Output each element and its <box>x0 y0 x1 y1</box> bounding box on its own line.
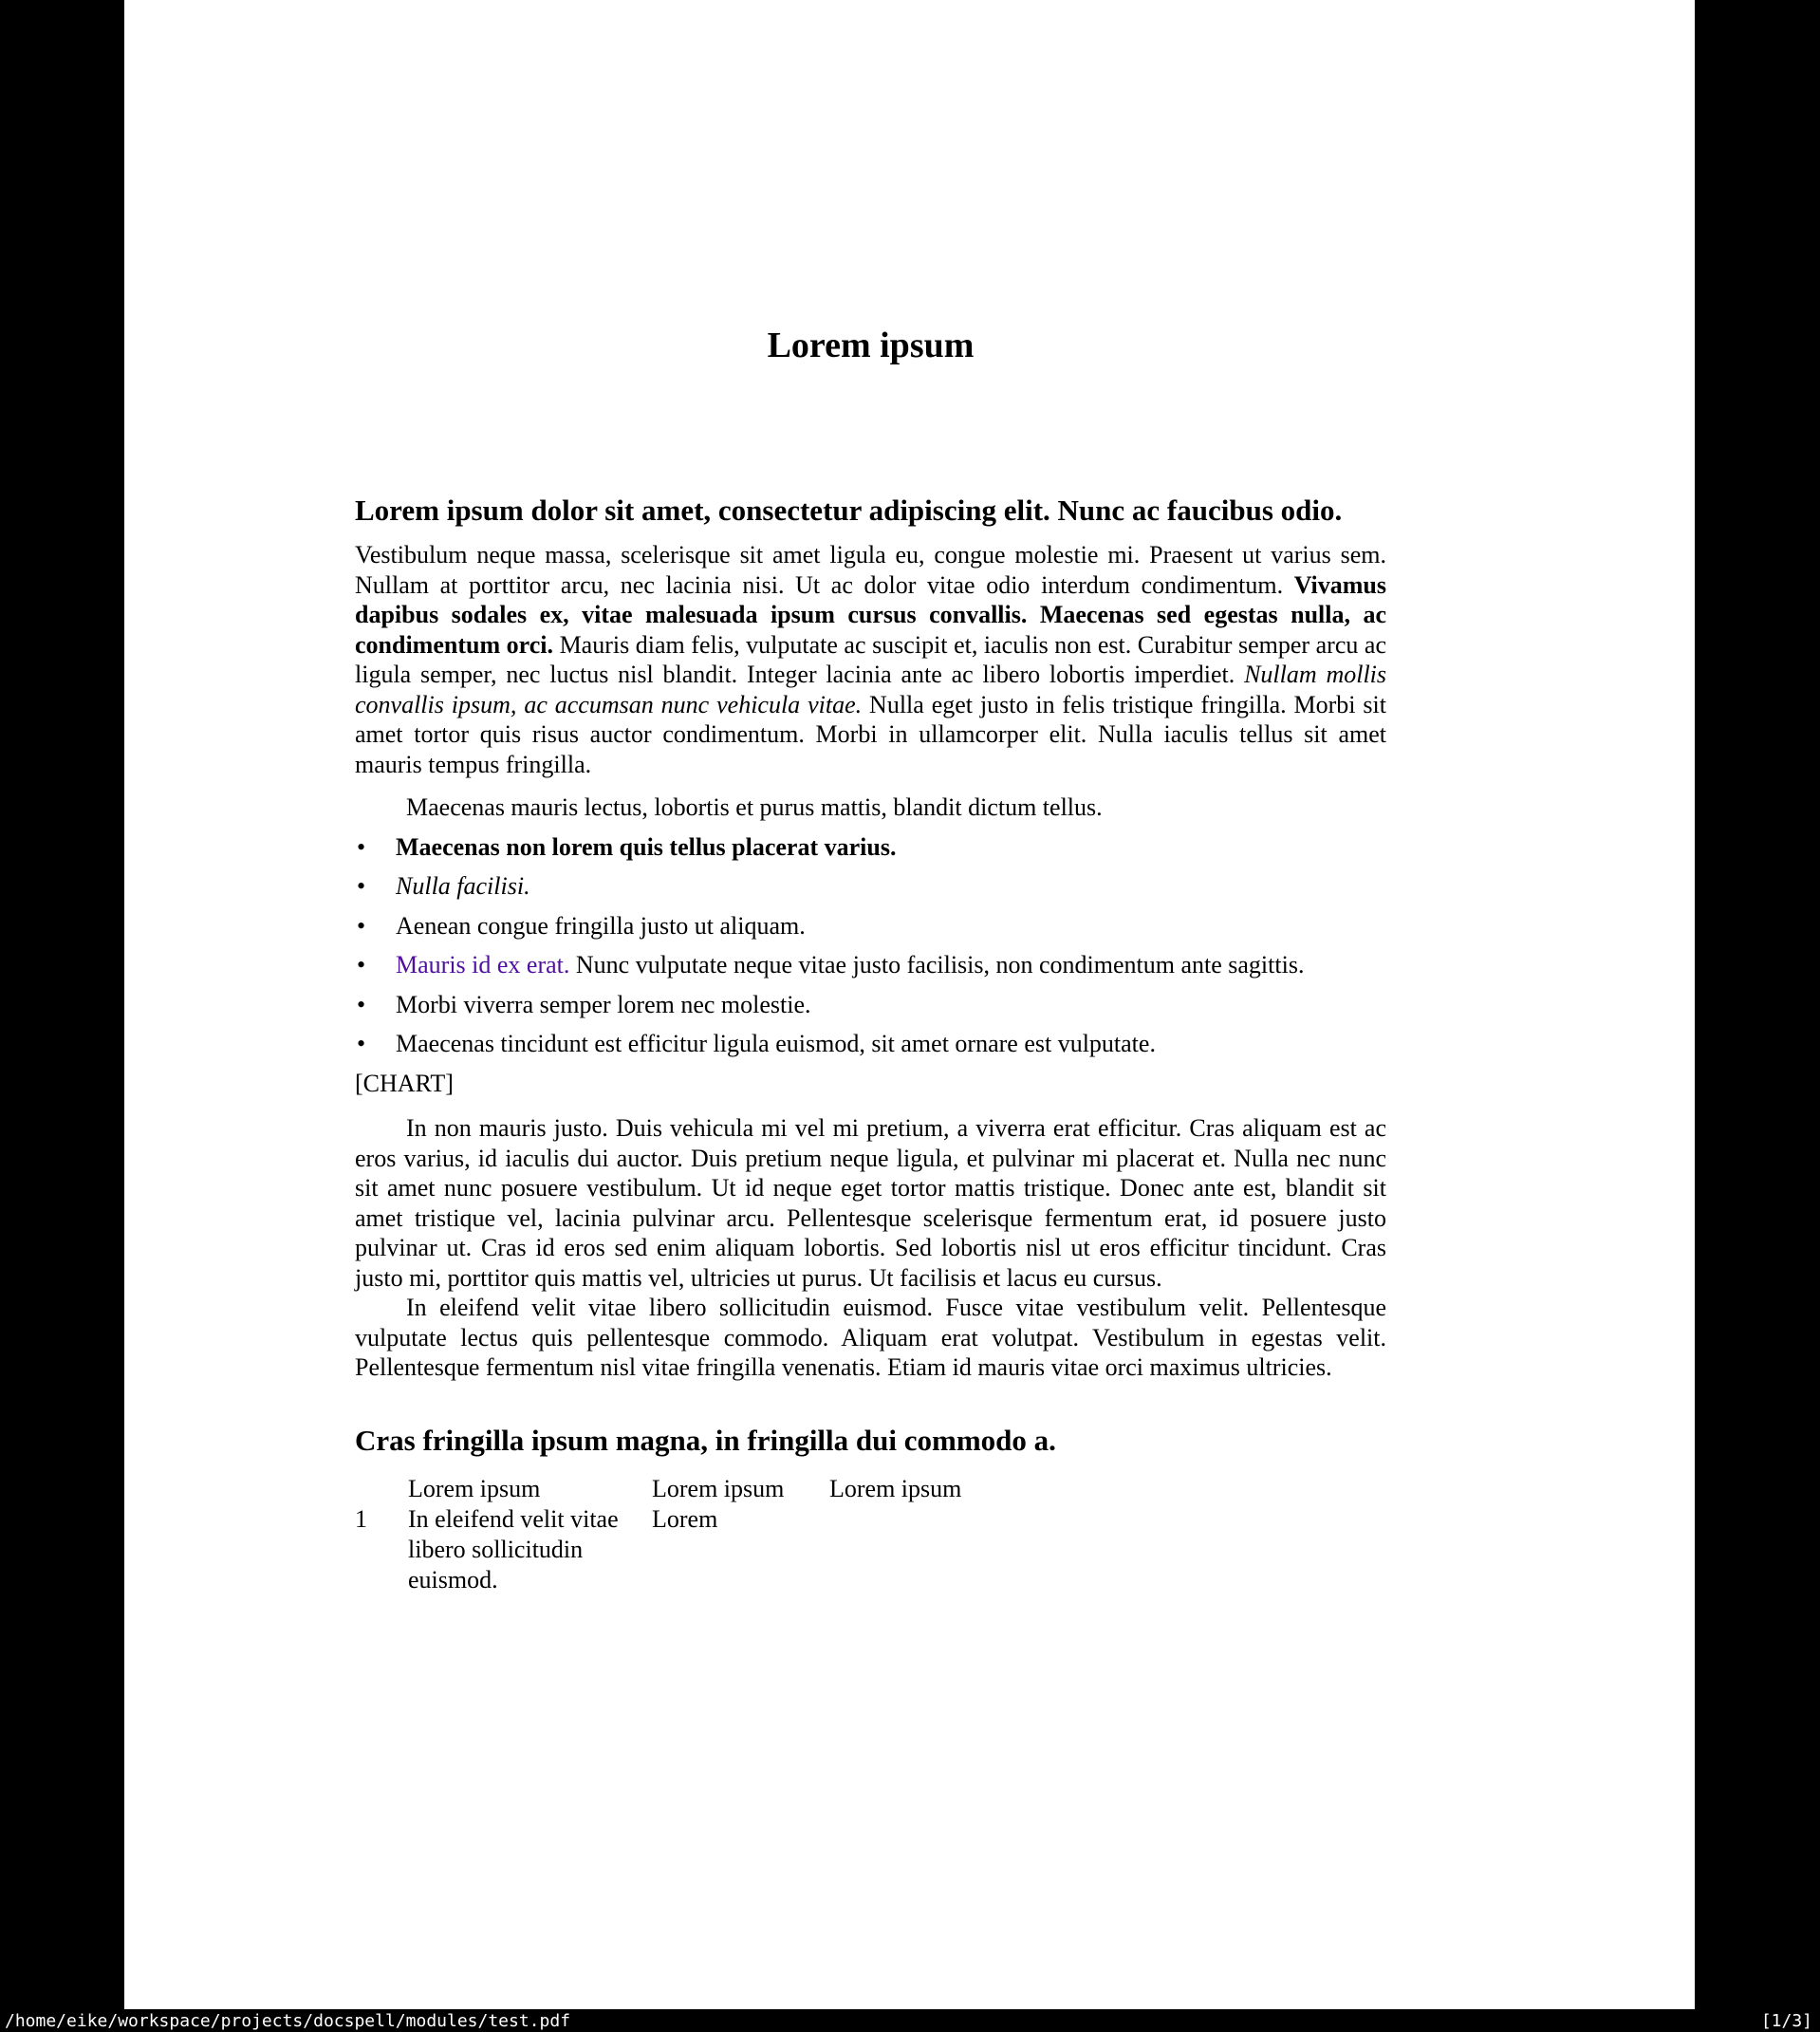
document-link[interactable]: Mauris id ex erat. <box>396 951 570 979</box>
document-title: Lorem ipsum <box>767 326 975 365</box>
bullet-item <box>355 871 1386 902</box>
table-cell-num: 1 <box>355 1504 367 1533</box>
pdf-page <box>124 0 1695 2009</box>
text-span: Nulla eget justo in felis tristique fringilla. Morbi sit amet tortor quis risus auctor condimentum. Morbi in ullamcorper elit. Nulla iaculis tellus sit amet mauris tempus fringilla. <box>355 690 1387 778</box>
table-header-row <box>355 1474 1048 1504</box>
statusbar <box>0 2009 1820 2032</box>
text-span: Vestibulum neque massa, scelerisque sit amet ligula eu, congue molestie mi. Praesent ut varius sem. Nullam at porttitor arcu, nec lacinia nisi. Ut ac dolor vitae odio interdum condimentum. <box>355 541 1386 599</box>
page-content <box>355 0 1386 1595</box>
text-span: Aenean congue fringilla justo ut aliquam. <box>396 911 806 940</box>
table-cell-1: In eleifend velit vitae libero sollicitudin euismod. <box>408 1504 619 1594</box>
table-row <box>355 1504 1048 1595</box>
bullet-item <box>355 1029 1386 1059</box>
section-heading-2: Cras fringilla ipsum magna, in fringilla dui commodo a. <box>355 1423 1056 1457</box>
table-cell-2: Lorem <box>652 1504 718 1533</box>
bullet-item <box>355 950 1386 980</box>
text-span: Mauris diam felis, vulputate ac suscipit et, iaculis non est. Curabitur semper arcu ac ligula semper, nec luctus nisl blandit. Integer lacinia ante ac libero lobortis imperdiet. <box>355 630 1386 688</box>
table-header-2: Lorem ipsum <box>652 1474 785 1502</box>
bullet-item <box>355 832 1386 863</box>
section-heading-1: Lorem ipsum dolor sit amet, consectetur adipiscing elit. Nunc ac faucibus odio. <box>355 494 1343 527</box>
table-cell-3 <box>829 1504 1048 1595</box>
table-header-3: Lorem ipsum <box>829 1474 962 1502</box>
paragraph-3: In non mauris justo. Duis vehicula mi vel mi pretium, a viverra erat efficitur. Cras aliquam est ac eros varius, id iaculis dui auctor. Duis pretium neque ligula, et pulvinar mi placerat et. Nulla nec nunc sit amet nunc posuere vestibulum. Ut id neque eget tortor mattis tristique. Donec ante est, blandit sit amet tristique vel, lacinia pulvinar arcu. Pellentesque scelerisque fermentum erat, id posuere justo pulvinar ut. Cras id eros sed enim aliquam lobortis. Sed lobortis nisl ut eros efficitur tincidunt. Cras justo mi, porttitor quis mattis vel, ultricies ut purus. Ut facilisis et lacus eu cursus. <box>355 1114 1386 1292</box>
text-span: Morbi viverra semper lorem nec molestie. <box>396 990 811 1018</box>
paragraph-2: Maecenas mauris lectus, lobortis et purus mattis, blandit dictum tellus. <box>406 793 1103 821</box>
text-span: Nulla facilisi. <box>396 872 530 900</box>
bullet-item <box>355 990 1386 1020</box>
bullet-list <box>355 832 1386 1059</box>
text-span: Maecenas tincidunt est efficitur ligula euismod, sit amet ornare est vulputate. <box>396 1030 1156 1057</box>
table-header-1: Lorem ipsum <box>408 1474 541 1502</box>
document-table <box>355 1474 1048 1595</box>
text-span: Nullam mollis convallis ipsum, ac accumsan nunc vehicula vitae. <box>355 661 1387 718</box>
text-span: Maecenas non lorem quis tellus placerat varius. <box>396 832 897 861</box>
text-span: Nunc vulputate neque vitae justo facilisis, non condimentum ante sagittis. <box>569 951 1305 979</box>
bullet-item <box>355 911 1386 941</box>
paragraph-4: In eleifend velit vitae libero sollicitudin euismod. Fusce vitae vestibulum velit. Pellentesque vulputate lectus quis pellentesque commodo. Aliquam erat volutpat. Vestibulum in egestas velit. Pellentesque fermentum nisl vitae fringilla venenatis. Etiam id mauris vitae orci maximus ultricies. <box>355 1294 1386 1381</box>
statusbar-page-indicator: [1/3] <box>1760 2010 1812 2031</box>
table-header-num <box>355 1474 408 1504</box>
chart-placeholder: [CHART] <box>355 1069 454 1097</box>
statusbar-file-path: /home/eike/workspace/projects/docspell/modules/test.pdf <box>5 2010 571 2031</box>
paragraph-1 <box>355 540 1386 779</box>
text-span: Vivamus dapibus sodales ex, vitae malesuada ipsum cursus convallis. Maecenas sed egestas nulla, ac condimentum orci. <box>355 570 1386 659</box>
